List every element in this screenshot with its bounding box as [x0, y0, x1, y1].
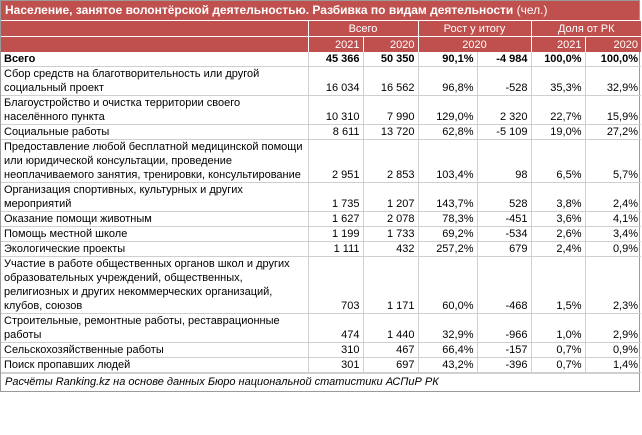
cell-label: Строительные, ремонтные работы, реставрационные работы: [1, 314, 308, 343]
cell-label: Благоустройство и очистка территории своего населённого пункта: [1, 96, 308, 125]
cell-share2020: 2,3%: [585, 257, 641, 314]
cell-share2020: 5,7%: [585, 140, 641, 183]
cell-v2021: 1 627: [308, 212, 363, 227]
cell-v2020: 13 720: [363, 125, 418, 140]
cell-v2020: 697: [363, 358, 418, 373]
header-group-growth: Рост у итогу: [418, 21, 531, 37]
cell-share2021: 100,0%: [531, 52, 585, 67]
volunteer-table: [1, 20, 641, 373]
cell-growth-abs: -396: [477, 358, 531, 373]
cell-label: Сбор средств на благотворительность или другой социальный проект: [1, 67, 308, 96]
cell-share2021: 3,6%: [531, 212, 585, 227]
table-body: [1, 52, 641, 373]
cell-share2021: 6,5%: [531, 140, 585, 183]
cell-growth-pct: 103,4%: [418, 140, 477, 183]
cell-growth-pct: 257,2%: [418, 242, 477, 257]
header-share-year-2021: 2021: [531, 37, 585, 53]
cell-share2021: 1,5%: [531, 257, 585, 314]
header-group-total: Всего: [308, 21, 418, 37]
cell-v2020: 432: [363, 242, 418, 257]
cell-growth-abs: -5 109: [477, 125, 531, 140]
cell-v2020: 2 853: [363, 140, 418, 183]
table-row: [1, 67, 641, 96]
cell-label: Сельскохозяйственные работы: [1, 343, 308, 358]
cell-v2020: 1 733: [363, 227, 418, 242]
cell-share2020: 0,9%: [585, 343, 641, 358]
header-growth-year: 2020: [418, 37, 531, 53]
cell-label: Всего: [1, 52, 308, 67]
cell-v2021: 2 951: [308, 140, 363, 183]
cell-label: Организация спортивных, культурных и других мероприятий: [1, 183, 308, 212]
cell-v2021: 45 366: [308, 52, 363, 67]
cell-share2021: 22,7%: [531, 96, 585, 125]
table-row: [1, 257, 641, 314]
cell-growth-abs: -528: [477, 67, 531, 96]
cell-share2020: 4,1%: [585, 212, 641, 227]
cell-v2020: 467: [363, 343, 418, 358]
cell-growth-pct: 129,0%: [418, 96, 477, 125]
cell-growth-pct: 90,1%: [418, 52, 477, 67]
cell-share2020: 3,4%: [585, 227, 641, 242]
cell-growth-pct: 96,8%: [418, 67, 477, 96]
header-group-share: Доля от РК: [531, 21, 641, 37]
cell-v2020: 2 078: [363, 212, 418, 227]
cell-v2020: 16 562: [363, 67, 418, 96]
table-row: [1, 125, 641, 140]
cell-share2021: 1,0%: [531, 314, 585, 343]
cell-growth-abs: -4 984: [477, 52, 531, 67]
cell-v2021: 703: [308, 257, 363, 314]
cell-share2021: 2,6%: [531, 227, 585, 242]
header-blank-2: [1, 37, 308, 53]
cell-v2020: 7 990: [363, 96, 418, 125]
table-row-total: [1, 52, 641, 67]
cell-growth-abs: -534: [477, 227, 531, 242]
cell-share2021: 0,7%: [531, 358, 585, 373]
cell-share2021: 3,8%: [531, 183, 585, 212]
cell-growth-abs: -157: [477, 343, 531, 358]
table-row: [1, 212, 641, 227]
cell-share2020: 1,4%: [585, 358, 641, 373]
cell-share2021: 2,4%: [531, 242, 585, 257]
cell-share2020: 32,9%: [585, 67, 641, 96]
cell-v2021: 1 111: [308, 242, 363, 257]
cell-growth-abs: 98: [477, 140, 531, 183]
cell-growth-abs: 2 320: [477, 96, 531, 125]
cell-growth-pct: 143,7%: [418, 183, 477, 212]
cell-v2020: 1 440: [363, 314, 418, 343]
cell-share2020: 2,4%: [585, 183, 641, 212]
cell-share2020: 0,9%: [585, 242, 641, 257]
cell-v2021: 1 199: [308, 227, 363, 242]
cell-label: Поиск пропавших людей: [1, 358, 308, 373]
cell-growth-abs: -966: [477, 314, 531, 343]
cell-v2021: 301: [308, 358, 363, 373]
table-row: [1, 140, 641, 183]
cell-growth-pct: 62,8%: [418, 125, 477, 140]
table-title-unit: (чел.): [513, 3, 548, 17]
cell-v2021: 474: [308, 314, 363, 343]
cell-growth-abs: -451: [477, 212, 531, 227]
cell-share2020: 15,9%: [585, 96, 641, 125]
cell-growth-pct: 78,3%: [418, 212, 477, 227]
cell-growth-pct: 43,2%: [418, 358, 477, 373]
source-note: Расчёты Ranking.kz на основе данных Бюро национальной статистики АСПиР РК: [1, 373, 639, 391]
table-row: [1, 227, 641, 242]
table-title: [1, 1, 639, 20]
cell-growth-abs: -468: [477, 257, 531, 314]
cell-label: Предоставление любой бесплатной медицинской помощи или юридической консультации, проведение неоплачиваемого занятия, тренировки, консультирование: [1, 140, 308, 183]
cell-growth-pct: 66,4%: [418, 343, 477, 358]
cell-label: Помощь местной школе: [1, 227, 308, 242]
table-row: [1, 358, 641, 373]
cell-v2020: 1 171: [363, 257, 418, 314]
table-row: [1, 242, 641, 257]
cell-share2020: 27,2%: [585, 125, 641, 140]
table-title-main: Население, занятое волонтёрской деятельностью. Разбивка по видам деятельности: [5, 3, 514, 17]
cell-share2021: 19,0%: [531, 125, 585, 140]
cell-v2021: 310: [308, 343, 363, 358]
cell-v2021: 1 735: [308, 183, 363, 212]
cell-label: Участие в работе общественных органов школ и других образовательных учреждений, общественных, религиозных и других некоммерческих организаций, клубов, союзов: [1, 257, 308, 314]
cell-growth-pct: 60,0%: [418, 257, 477, 314]
cell-share2020: 100,0%: [585, 52, 641, 67]
cell-growth-abs: 679: [477, 242, 531, 257]
table-header: [1, 21, 641, 53]
header-year-2020: 2020: [363, 37, 418, 53]
cell-label: Оказание помощи животным: [1, 212, 308, 227]
header-year-2021: 2021: [308, 37, 363, 53]
table-row: [1, 314, 641, 343]
cell-v2021: 8 611: [308, 125, 363, 140]
cell-growth-pct: 69,2%: [418, 227, 477, 242]
cell-v2020: 1 207: [363, 183, 418, 212]
cell-growth-abs: 528: [477, 183, 531, 212]
cell-v2020: 50 350: [363, 52, 418, 67]
cell-growth-pct: 32,9%: [418, 314, 477, 343]
header-share-year-2020: 2020: [585, 37, 641, 53]
cell-v2021: 10 310: [308, 96, 363, 125]
table-row: [1, 183, 641, 212]
header-blank: [1, 21, 308, 37]
cell-share2021: 35,3%: [531, 67, 585, 96]
table-row: [1, 343, 641, 358]
cell-label: Социальные работы: [1, 125, 308, 140]
cell-v2021: 16 034: [308, 67, 363, 96]
table-row: [1, 96, 641, 125]
cell-label: Экологические проекты: [1, 242, 308, 257]
cell-share2020: 2,9%: [585, 314, 641, 343]
cell-share2021: 0,7%: [531, 343, 585, 358]
